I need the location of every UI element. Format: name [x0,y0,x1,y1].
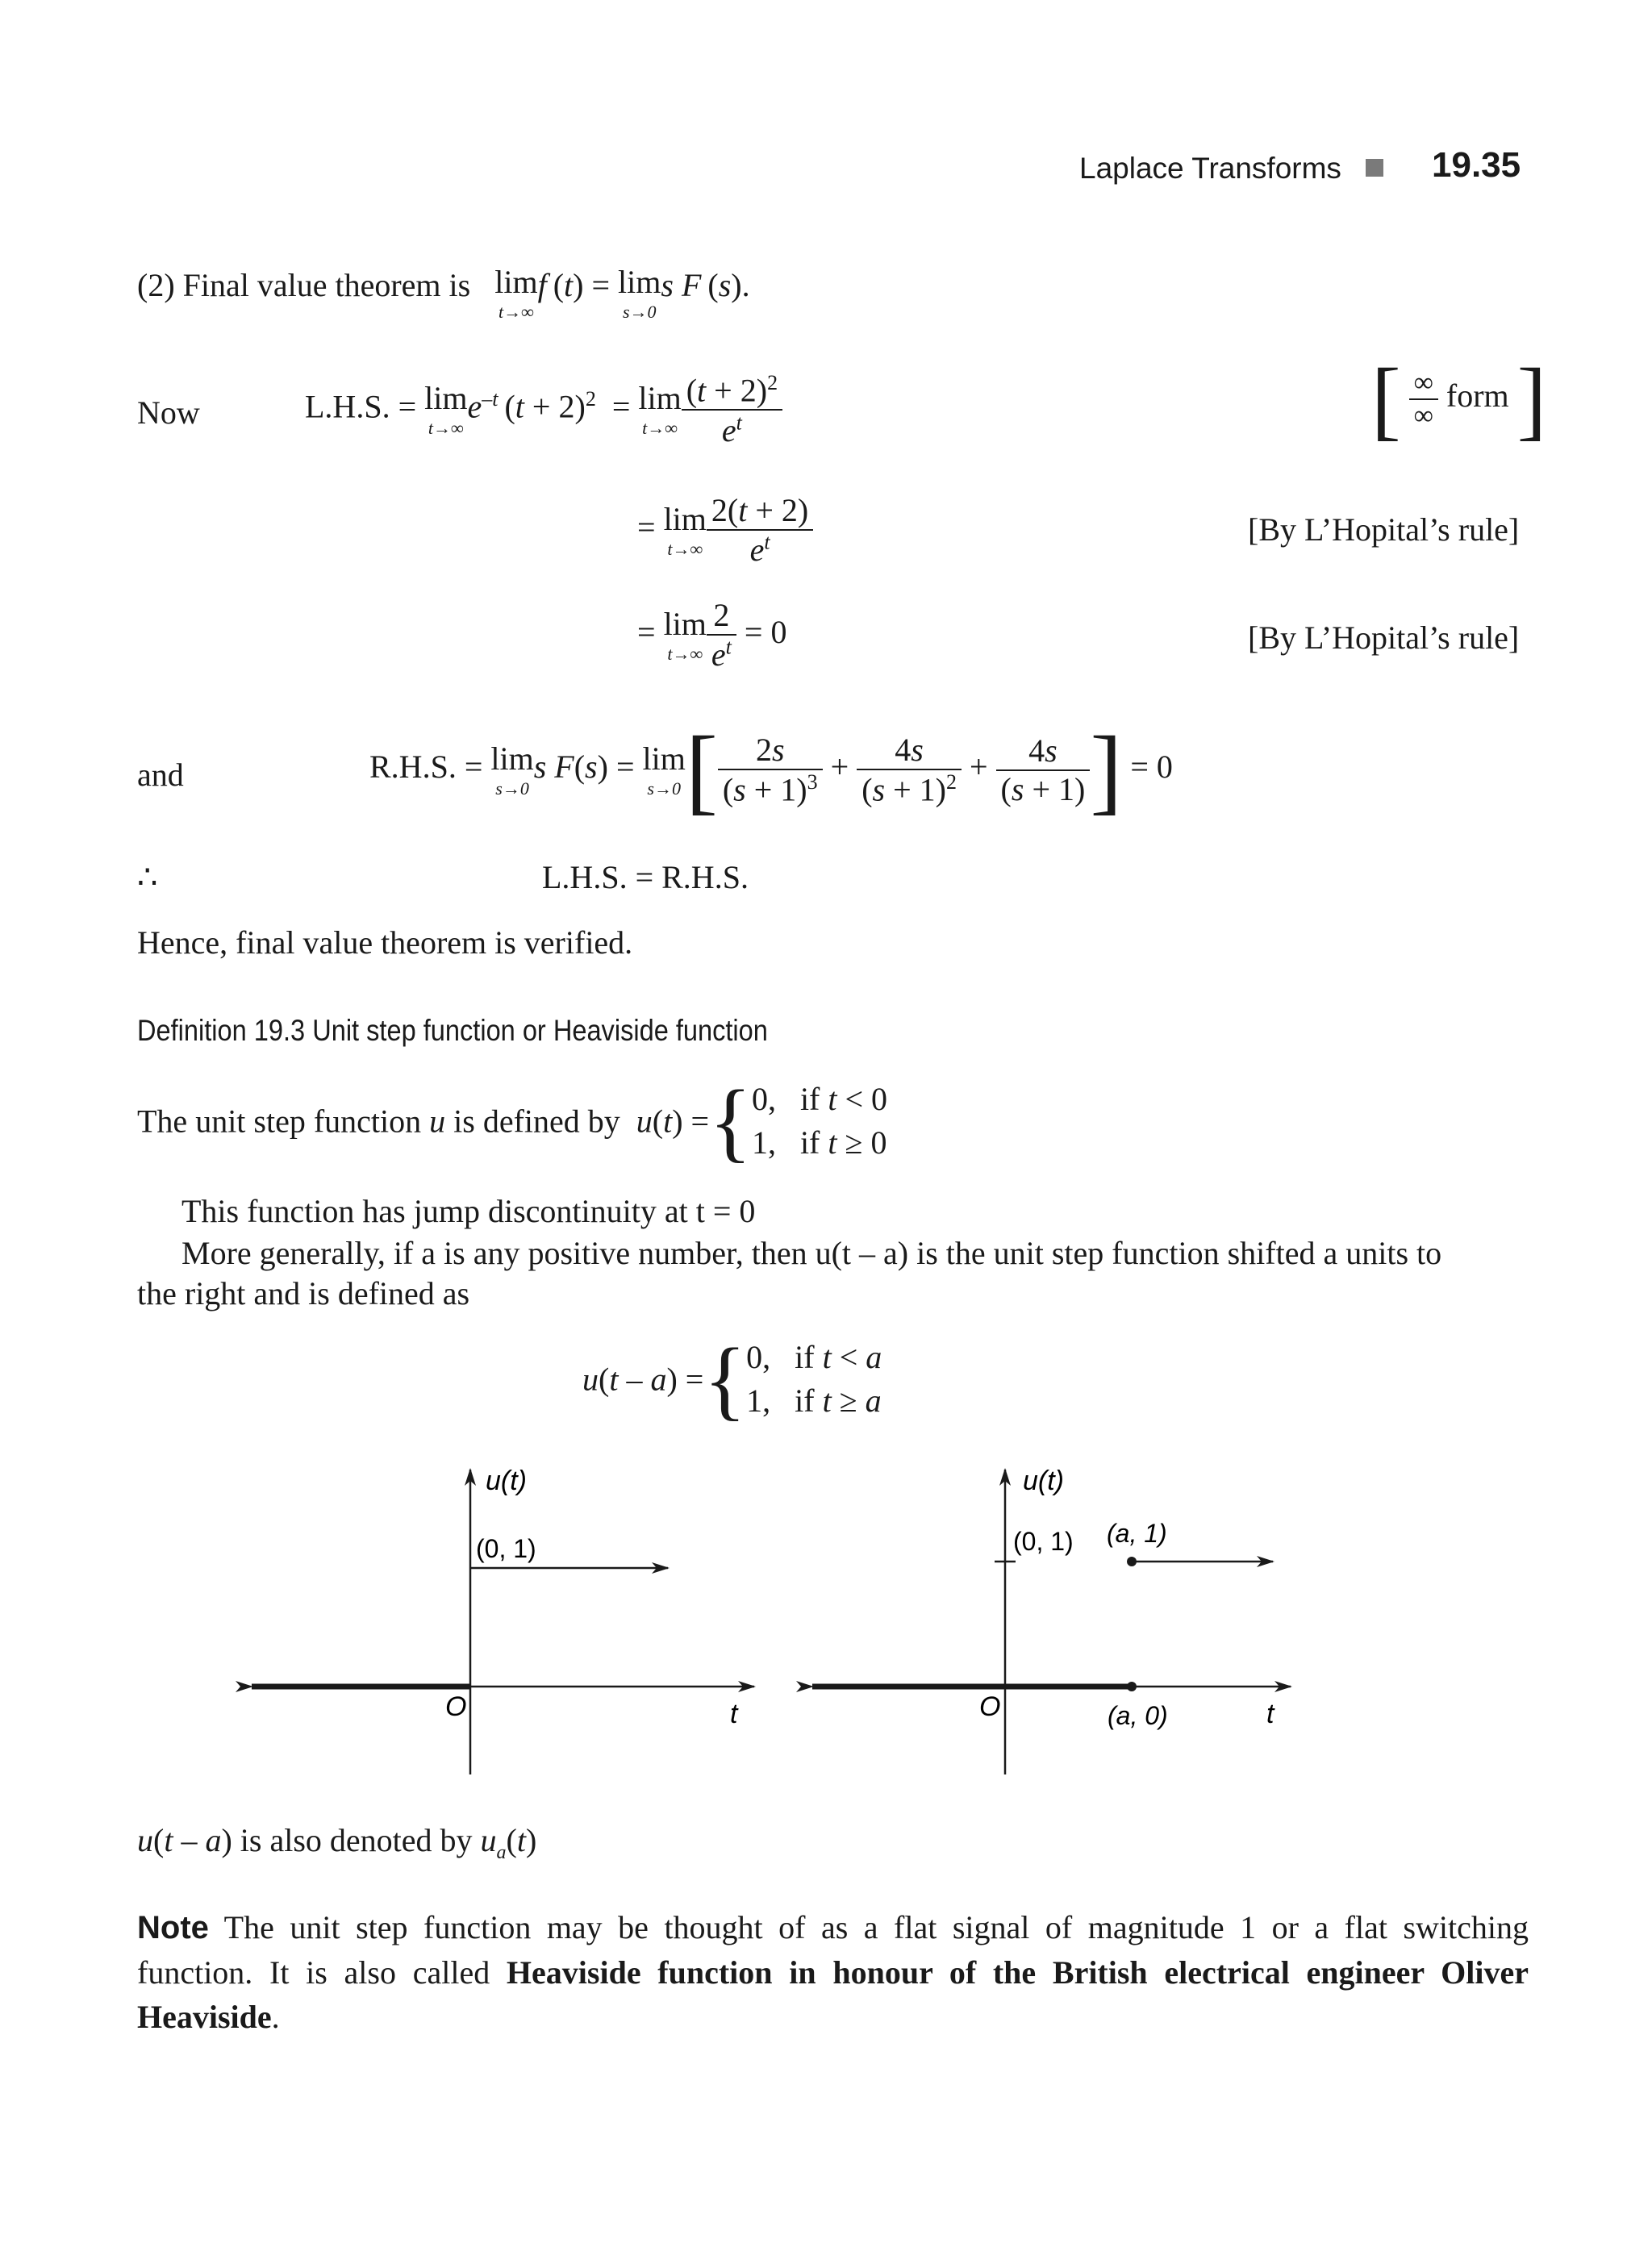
unit-step-definition: The unit step function u is defined by u(t) ={0, if t < 0 1, if t ≥ 0 [137,1072,888,1170]
note-label: Note [137,1910,209,1945]
running-title: Laplace Transforms [1079,152,1341,185]
left-origin-label: O [445,1691,467,1722]
and-label: and [137,757,184,793]
page-number: 19.35 [1432,145,1521,185]
also-denoted-text: u(t – a) is also denoted by $u_a(t)$ [137,1822,537,1863]
lhs-step-2: = lim t→∞ $\frac{2(t + 2)}{e^t}$ [637,492,813,569]
lhs-step-3: = lim t→∞ $\frac{2}{e^t}$ = 0 [637,597,787,673]
definition-heading: Definition 19.3 Unit step function or Heaviside function [137,1014,768,1047]
right-x-label: t [1266,1699,1274,1729]
left-y-label: u(t) [486,1466,527,1496]
lhopital-reason-1: [By L’Hopital’s rule] [1248,511,1520,548]
right-origin-label: O [979,1691,1001,1722]
left-x-label: t [730,1699,738,1729]
lhs-expression: L.H.S. = lim t→∞ $e^{-t}$ $(t + 2)^2 = \lim$ t→∞ $\frac{(t + 2)^2}{e^t}$ [305,371,782,449]
now-label: Now [137,394,200,431]
note-paragraph: Note The unit step function may be thought of as a flat signal of magnitude 1 or a flat switching function. It is also called Heaviside function in honour of the British electrical engineer Oliver Heaviside. [137,1909,1529,2035]
lhopital-reason-2: [By L’Hopital’s rule] [1248,619,1520,656]
right-point-a0 [1127,1682,1137,1691]
left-point-label: (0, 1) [476,1534,536,1563]
rhs-expression: R.H.S. = lim s→0 s F(s) = lim s→0 [ $\frac{2s}{(s + 1)^3}$ + $\frac{4s}{(s + 1)^2}$ + $\frac{4s}{(s + 1)}$ ] = 0 [369,716,1173,824]
right-axis-point-label: (0, 1) [1013,1527,1074,1556]
fvt-statement: (2) Final value theorem is lim t→∞ f (t) = lim s→0 s F (s). [137,264,750,322]
right-step-graph [812,1466,1291,1774]
right-y-label: u(t) [1023,1466,1064,1496]
jump-discontinuity-text: This function has jump discontinuity at t = 0 [181,1193,756,1229]
lhs-equals-rhs: L.H.S. = R.H.S. [542,859,749,895]
right-a1-label: (a, 1) [1107,1519,1167,1548]
indeterminate-form-note: [ $\frac{\infty}{\infty}$ form ] [1371,350,1547,448]
therefore-symbol: ∴ [137,859,158,895]
general-shift-text-1: More generally, if a is any positive number, then u(t – a) is the unit step function shifted a units to [181,1235,1442,1271]
shifted-step-definition: u(t – a) ={0, if t < a 1, if t ≥ a [582,1330,882,1428]
general-shift-text-2: the right and is defined as [137,1275,470,1311]
left-step-graph [252,1466,754,1774]
right-a0-label: (a, 0) [1108,1701,1168,1730]
fvt-conclusion: Hence, final value theorem is verified. [137,924,633,961]
